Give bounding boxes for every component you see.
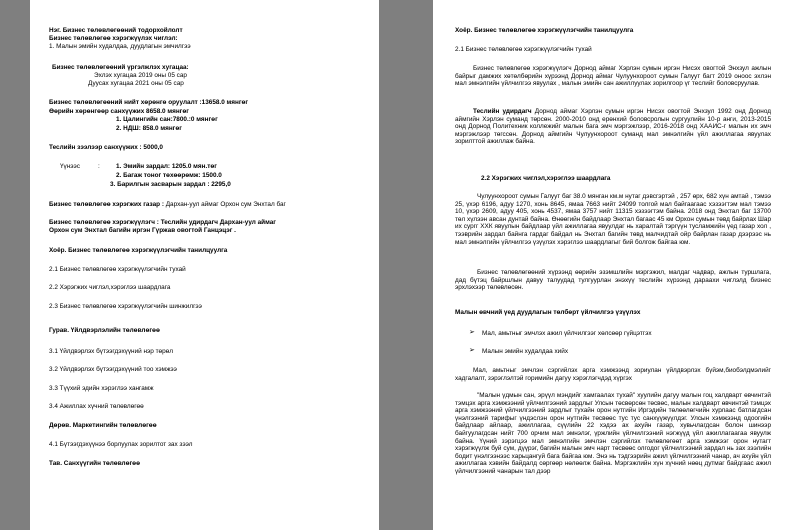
chapter-2-heading: Хоёр. Бизнес төлөвлөгөө хэрэгжүүлэгчийн танилцуулга: [455, 27, 634, 34]
toc-3-3: 3.3 Түүхий эдийн хэрэглээ хангамж: [49, 385, 154, 392]
toc-4-1: 4.1 Бүтээгдэхүүнээ борлуулах зорилтот зах зээл: [49, 441, 193, 448]
paragraph-region: Чулуунхороот сумын Галуут баг 38.0 мянган км.м нутаг дэвсгэртэй , 257 өрх, 682 хүн амтай , тэмээ 25, үхэр 6196, адуу 1270, хонь 8645, ямаа 7663 нийт 24099 толгой мал байгаагаас хэзээгтэм мал тэмээ 10, үхэр 2609, адуу 405, хонь 4537, ямаа 3757 нийт 11315 хэзээгтэм байна. 2018 онд Энхтал баг 13700 төл хүлээн авсан дунтай байна. Өнөөгийн байдлаар Энхтал багаас 45 км Орхон сумын төвд байрлах Шар их сургг ХХК явуулын байдлаар үйл ажиллагаа явуулдаг нь харалтай тэргүүн тусламжийн үед газар хол , тээврийн зардал байнга гардаг байдал нь Энхтал багийн төвд малчидтай ойр байрлан газар дээрээс нь мал эмнэлгийн үйлчилгээ үзүүлэх хэрэглээ шаардлагыг бий болгож байгаа юм.: [455, 193, 771, 246]
total-investment: Бизнес төлөвлөгөөний нийт хөрөнгө оруулалт :13658.0 мянгөг: [49, 99, 249, 106]
loan-financing: Теслийн зээлээр санхүүжих : 5000,0: [49, 144, 163, 151]
own-funds: Өөрийн хөрөнгөөр санхүүжих 8658.0 мянгөг: [49, 108, 189, 115]
period-heading: Бизнес төлөвлөгөөний үргэлжлэх хугацаа:: [52, 64, 189, 71]
toc-2-1: 2.1 Бизнес төлөвлөгөө хэрэгжүүлэгчийн тухай: [49, 266, 186, 273]
period-start: Эхлэх хугацаа 2019 оны 05 сар: [94, 72, 187, 79]
expense-item-1: 1. Эмийн зардал: 1205.0 мян.төг: [116, 163, 217, 170]
vet-service-heading: Малын өвчний үед дуудлагын төлбөрт үйлчилгээ үзүүлэх: [455, 309, 641, 316]
location-line: [49, 201, 286, 209]
implementer-line-2: Орхон сум Энхтал багийн иргэн Гүржав овогтой Ганцэцэг .: [49, 227, 236, 234]
expense-colon: :: [98, 163, 100, 170]
bullet-item-2: Малын эмийн худалдаа хийх: [482, 348, 569, 355]
period-end: Дуусах хугацаа 2021 оны 05 сар: [88, 80, 184, 87]
arrow-bullet-icon: ➢: [469, 329, 475, 336]
doc-title: Нэг. Бизнес төлөвлөгөөний тодорхойлолт: [49, 27, 183, 34]
document-page-right: [433, 0, 788, 530]
toc-3-2: 3.2 Үйлдвэрлэх бүтээгдэхүүний тоо хэмжээ: [49, 366, 177, 373]
toc-2-3: 2.3 Бизнес төлөвлөгөө хэрэгжүүлэгчийн шинжилгээ: [49, 303, 202, 310]
chapter-5-title: Тав. Санхүүгийн төлөвлөгөө: [49, 460, 140, 467]
direction-item: 1. Малын эмийн худалдаа, дуудлагын эмчилгээ: [49, 43, 191, 50]
paragraph-drugs: Мал, амьтныг эмчлэн сэргийлэх арга хэмжээнд зориулан үйлдвэрлэх бүйэм,биобэлдмэлийг хадгалалт, зэрэглэлтэй горимийн дагуу хэрэглэгчдэд хүргэх: [455, 367, 771, 382]
doc-subtitle: Бизнес төлөвлөгөө хэрэгжүүлэх чиглэл:: [49, 35, 178, 42]
expense-item-2: 2. Багаж тоног төхөөрөмж: 1500.0: [116, 172, 222, 179]
section-2-1: 2.1 Бизнес төлөвлөгөө хэрэгжүүлэгчийн тухай: [455, 46, 592, 53]
location-value: Дархан-уул аймаг Орхон сум Энхтал баг: [163, 201, 286, 208]
leader-text: Дорнод аймаг Хэрлэн сумын иргэн Нисэх овогтой Энхзул 1992 онд Дорнод аймгийн Хэрлэн суманд төрсөн. 2000-2010 онд ерөнхий боловсролын сургуулийн 10-р анги, 2013-2015 онд Дорнод Политехник коллежийг малын бага эмч мэргэжлээр, 2016-2018 онд ХААИС-г малын их эмч мэргэжлээр төгссөн. Дорнод аймгийн Чулуунхороот суманд мал эмнэлгийн үйл ажиллагаа явуулах зорилттой ажиллаж байна.: [455, 108, 771, 146]
toc-3-1: 3.1 Үйлдвэрлэх бүтээгдэхүүний нэр төрөл: [49, 348, 173, 355]
paragraph-plan: Бизнес төлөвлөгөөний хүрээнд өөрийн эзэмшлийн мэргэжил, малдаг чадвар, ажлын туршлага, дад бүтэц байршлын давуу талуудад тулгуурлан энэхүү теслийн хүрээнд дараахи чиглэлд бизнес эрхлэхээр төлөвлөсөн.: [455, 269, 771, 292]
paragraph-intro: Бизнес төлөвлөгөө хэрэгжүүлэгч Дорнод аймаг Хэрлэн сумын иргэн Нисэх овогтой Энхзул ажлын байрыг дамжих хөтөлбөрийн хүрээнд Дорнод аймаг Чулуунхороот сумын Галуут багт 2019 оноос эхлэн мал эмнэлгийн үйлчилгээ явуулах , малын эмийн сан ажиллуулах зорилгоор үг теслийг боловсруулав.: [455, 65, 771, 88]
implementer-line-1: Бизнес төлөвлөгөө хэрэгжүүлэгч : Теслийн удирдагч Дархан-уул аймаг: [49, 219, 276, 226]
leader-label: Теслийн удирдагч: [473, 108, 532, 115]
chapter-4-title: Дөрөв. Маркетингийн төлөвлөгөө: [49, 422, 157, 429]
expense-label: Үүнээс: [60, 163, 80, 170]
document-page-left: [30, 0, 379, 530]
chapter-3-title: Гурав. Үйлдвэрлэлийн төлөвлөгөө: [49, 327, 160, 334]
paragraph-law: "Малын үдмын сан, эрүүл мэндийг хамгаалах тухай" хуулийн дагуу малын гоц халдварт өвчинтэй тэмцэх арга хэмжээний үйлчилгээний зардлыг Улсын төсвөрсөн төсвөс, малын халдварт өвчинтэй тэмцэх арга хэмжээний үйлчилгээний зардлыг тухайн орон нутгийн Иргэдийн төлөөлөгчийн хурлаас батлагдсан үнэлгээний тарифыг үндэслэн орон нутгийн төсвөөс тус тус санхүүжүүлдэг. Улсын хэмжээнд одоогийн байдлаар айлаар, ажиллагаа, сүүлийн 22 хэдээ ах ахуйн газар, хувьчлагдсан болон шинээр байгуулагдсан нийт 700 орчим мал эмнэлэг, үржлийн үйлчилгээний нэгжүүд үйл ажиллагаагаа явуулж байна. Үүний зэрэгцээ мал эмнэлгийн эмчлэн сэргийлэх төлөвлөгөөт арга хэмжээг орон нутагт хэрэгжүүлж буй сум, дүүрэг, багийн малын эмч нарт төсвөөс олгодог үйлчилгээний зардал нь зах зээлийн бодит үнэлгээнээс харьцангуй бага байгаа юм. Энэ нь тэдгээрийн ажил үйлчилгээний чанар, ач ахуйн үйл ажиллагаа хэвийн байдалд сөргөөр нөлөөлж байна. Мэргэжлийн хүн хүчний нөөц дутмаг байдгаас ажил үйлчилгээний чанарын тал дээр: [455, 392, 771, 475]
arrow-bullet-icon: ➢: [469, 347, 475, 354]
funds-item-1: 1. Цалингийн сан:7800.:0 мянгөг: [116, 116, 218, 123]
toc-3-4: 3.4 Ажиллах хүчний төлөвлөгөө: [49, 403, 144, 410]
bullet-item-1: Мал, амьтныг эмчлэх ажил үйлчилгээг хөлсөөр гүйцэтгэх: [482, 330, 652, 337]
section-2-2: 2.2 Хэрэгжих чиглэл,хэрэглээ шаардлага: [481, 175, 611, 182]
paragraph-leader: [455, 108, 771, 146]
location-label: Бизнес төлөвлөгөө хэрэгжих газар :: [49, 201, 164, 208]
toc-2-2: 2.2 Хэрэгжих чиглэл,хэрэглээ шаардлага: [49, 284, 171, 291]
funds-item-2: 2. НДШ: 858.0 мянгөг: [116, 125, 182, 132]
chapter-2-title: Хоёр. Бизнес төлөвлөгөө хэрэгжүүлэгчийн танилцуулга: [49, 247, 228, 254]
expense-item-3: 3. Барилгын засварын зардал : 2295,0: [110, 181, 231, 188]
